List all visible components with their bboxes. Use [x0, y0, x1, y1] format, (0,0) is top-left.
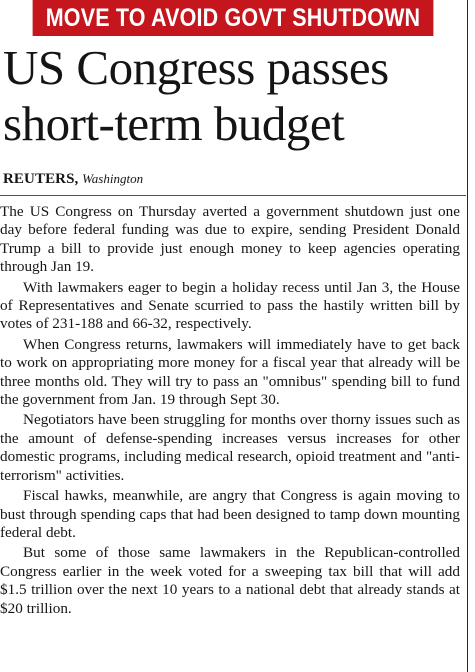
- kicker-banner: MOVE TO AVOID GOVT SHUTDOWN: [33, 0, 434, 36]
- headline: [3, 40, 465, 152]
- article-body: [0, 203, 460, 620]
- byline: [3, 169, 143, 189]
- headline-line-1: US Congress passes: [3, 40, 389, 95]
- byline-divider: [0, 195, 466, 196]
- article-paragraph-1: The US Congress on Thursday averted a government shutdown just one day before federal funding was due to expire, sending President Donald Trump a bill to provide just enough money to keep agencies operating through Jan 19.: [0, 203, 460, 276]
- article-paragraph-6: But some of those same lawmakers in the Republican-controlled Congress earlier in the week voted for a sweeping tax bill that will add $1.5 trillion over the next 10 years to a national debt that already stands at $20 trillion.: [0, 544, 460, 617]
- byline-place: Washington: [82, 171, 144, 186]
- byline-agency: REUTERS,: [3, 171, 79, 187]
- article-paragraph-5: Fiscal hawks, meanwhile, are angry that Congress is again moving to bust through spending caps that had been designed to tamp down mounting federal debt.: [0, 487, 460, 541]
- article-paragraph-2: With lawmakers eager to begin a holiday recess until Jan 3, the House of Representatives and Senate scurried to pass the hastily written bill by votes of 231-188 and 66-32, respectively.: [0, 278, 460, 333]
- article-paragraph-4: Negotiators have been struggling for months over thorny issues such as the amount of defense-spending increases versus increases for other domestic programs, including medical research, opioid treatment and "anti-terrorism" activities.: [0, 411, 460, 484]
- headline-line-2: short-term budget: [3, 96, 345, 151]
- page-edge-line: [467, 0, 468, 672]
- article-paragraph-3: When Congress returns, lawmakers will immediately have to get back to work on appropriating more money for a fiscal year that already will be three months old. They will try to pass an "omnibus" spending bill to fund the government from Jan. 19 through Sept 30.: [0, 335, 460, 409]
